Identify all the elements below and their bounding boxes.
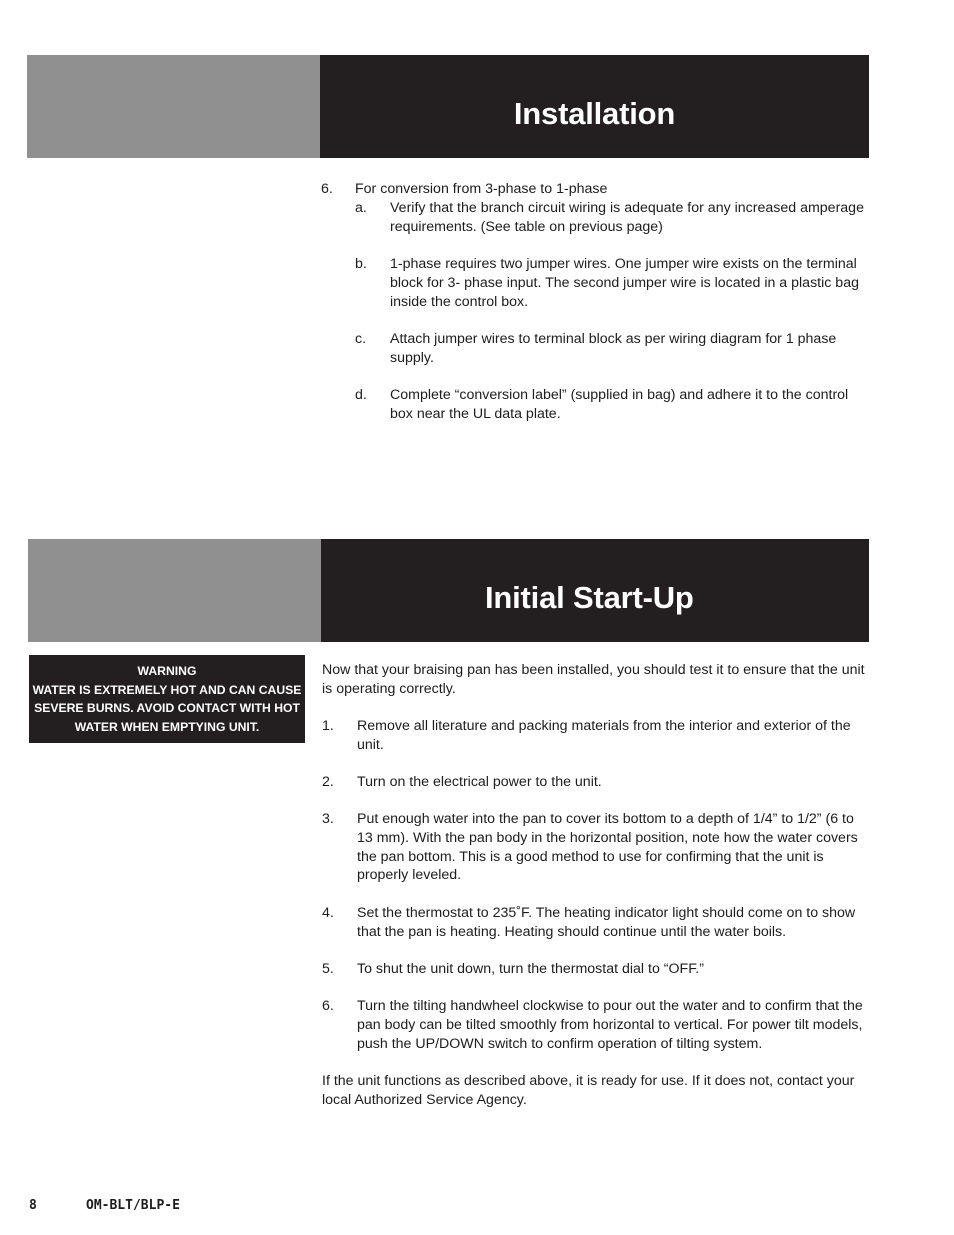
substep-letter: c. [355,331,367,347]
startup-outro: If the unit functions as described above, it is ready for use. If it does not, contact your local Authorized Service Agency. [322,1073,855,1108]
document-code: OM-BLT/BLP-E [86,1198,180,1213]
startup-step-5 [322,960,869,979]
step-text: Put enough water into the pan to cover its bottom to a depth of 1/4” to 1/2” (6 to 13 mm). With the pan body in the horizontal position, note how the water covers the pan bottom. This is a good method to use for confirming that the unit is properly leveled. [357,811,858,884]
installation-header [27,55,869,158]
startup-title: Initial Start-Up [485,579,694,615]
substep-letter: d. [355,387,367,403]
startup-step-4 [322,904,869,942]
substep-text: Complete “conversion label” (supplied in bag) and adhere it to the control box near the UL data plate. [390,387,849,422]
step-text: Set the thermostat to 235˚F. The heating indicator light should come on to show that the pan is heating. Heating should continue until the water boils. [357,905,856,940]
warning-line: WATER IS EXTREMELY HOT AND CAN CAUSE [32,682,302,697]
page-number: 8 [29,1198,37,1213]
startup-step-1 [322,717,869,755]
step-number: 1. [322,718,334,734]
substep-letter: b. [355,256,367,272]
warning-line: SEVERE BURNS. AVOID CONTACT WITH HOT [34,701,300,715]
substep-text: 1-phase requires two jumper wires. One jumper wire exists on the terminal block for 3- phase input. The second jumper wire is located in a plastic bag inside the control box. [390,256,859,310]
step-text: To shut the unit down, turn the thermostat dial to “OFF.” [357,961,704,977]
step-number: 5. [322,961,334,977]
startup-step-2 [322,773,869,792]
startup-intro: Now that your braising pan has been installed, you should test it to ensure that the unit is operating correctly. [322,662,865,697]
substep-letter: a. [355,200,367,216]
startup-header [28,539,869,642]
step-text: Remove all literature and packing materials from the interior and exterior of the unit. [357,718,851,753]
step-number: 6. [322,998,334,1014]
warning-line: WATER WHEN EMPTYING UNIT. [74,719,260,734]
step-number: 3. [322,811,334,827]
install-substep-d [355,386,869,424]
installation-title: Installation [513,95,676,131]
step-text: Turn the tilting handwheel clockwise to pour out the water and to confirm that the pan body can be tilted smoothly from horizontal to vertical. For power tilt models, push the UP/DOWN switch to confirm operation of tilting system. [357,998,863,1052]
step-number: 4. [322,905,334,921]
install-substep-a [355,199,869,237]
warning-heading: WARNING [137,664,197,678]
step-number: 6. [321,181,333,197]
step-text: Turn on the electrical power to the unit. [357,774,602,790]
startup-step-3 [322,810,869,885]
substep-text: Attach jumper wires to terminal block as per wiring diagram for 1 phase supply. [390,331,837,366]
substep-text: Verify that the branch circuit wiring is adequate for any increased amperage requirements. (See table on previous page) [390,200,864,235]
install-step-6 [321,180,869,199]
header-gray-block [28,539,321,642]
step-text: For conversion from 3-phase to 1-phase [355,181,608,197]
startup-step-6 [322,997,869,1053]
install-substep-c [355,330,869,368]
warning-box [29,655,305,743]
header-gray-block [27,55,320,158]
step-number: 2. [322,774,334,790]
install-substep-b [355,255,869,311]
